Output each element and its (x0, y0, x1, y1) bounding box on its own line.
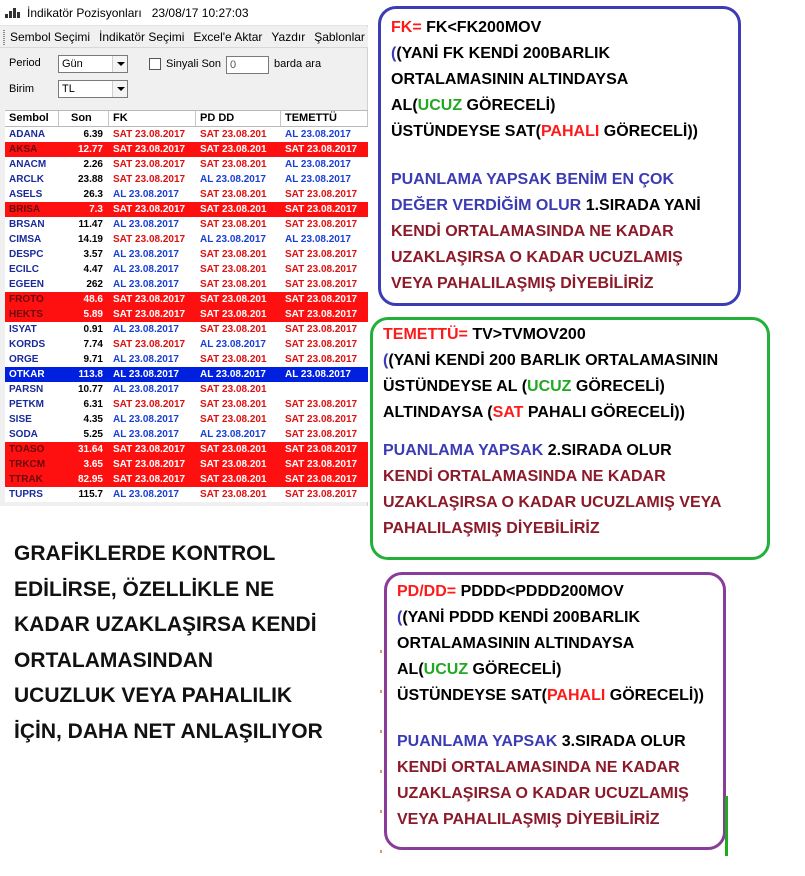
cell-symbol: PETKM (9, 399, 44, 410)
cell-symbol: ECILC (9, 264, 39, 275)
table-row[interactable] (5, 187, 368, 202)
dashed-guide (380, 650, 382, 870)
cell-pd-dd: SAT 23.08.201 (200, 354, 267, 365)
cell-symbol: ADANA (9, 129, 46, 140)
cell-son: 31.64 (77, 444, 103, 455)
cell-temettu: SAT 23.08.2017 (285, 444, 358, 455)
cell-fk: AL 23.08.2017 (113, 324, 179, 335)
cell-symbol: OTKAR (9, 369, 45, 380)
left-note (14, 536, 374, 749)
sinyali-son-label: Sinyali Son (166, 58, 222, 70)
pd-head-label: PD/DD= (397, 583, 457, 600)
cell-symbol: TUPRS (9, 489, 43, 500)
birim-select[interactable] (58, 80, 128, 98)
cell-temettu: SAT 23.08.2017 (285, 414, 358, 425)
indicator-grid (5, 110, 368, 502)
green-stroke (725, 796, 728, 856)
table-row[interactable] (5, 157, 368, 172)
sinyali-son-checkbox[interactable] (149, 58, 161, 70)
menu-sablonlar[interactable]: Şablonlar (314, 30, 365, 44)
cell-pd-dd: SAT 23.08.201 (200, 474, 267, 485)
pd-dd-note-box: PD/DD= PDDD<PDDD200MOV ((YANİ PDDD KENDİ 200BARLIK ORTALAMASININ ALTINDAYSA AL(UCUZ GÖRECELİ) ÜSTÜNDEYSE SAT(PAHALI GÖRECELİ)) PUANLAMA YAPSAK 3.SIRADA OLUR KENDİ ORTALAMASINDA NE KADAR UZAKLAŞIRSA O KADAR UCUZLAMIŞ VEYA PAHALILAŞMIŞ DİYEBİLİRİZ (384, 572, 726, 850)
col-sembol[interactable]: Sembol (5, 111, 59, 126)
table-row[interactable] (5, 472, 368, 487)
pd-puan-line: VEYA PAHALILAŞMIŞ DİYEBİLİRİZ (397, 811, 660, 828)
pd-puan-line: KENDİ ORTALAMASINDA NE KADAR (397, 759, 680, 776)
cell-pd-dd: SAT 23.08.201 (200, 489, 267, 500)
cell-symbol: EGEEN (9, 279, 45, 290)
table-row[interactable] (5, 337, 368, 352)
cell-fk: SAT 23.08.2017 (113, 129, 186, 140)
cell-fk: SAT 23.08.2017 (113, 444, 186, 455)
cell-pd-dd: SAT 23.08.201 (200, 324, 267, 335)
pd-line: GÖRECELİ)) (609, 687, 704, 704)
cell-pd-dd: AL 23.08.2017 (200, 369, 266, 380)
cell-symbol: TOASO (9, 444, 45, 455)
cell-symbol: ANACM (9, 159, 47, 170)
cell-fk: SAT 23.08.2017 (113, 174, 186, 185)
birim-label: Birim (9, 83, 35, 95)
table-row[interactable] (5, 172, 368, 187)
cell-temettu: AL 23.08.2017 (285, 174, 351, 185)
title-bar (0, 0, 368, 26)
cell-son: 115.7 (78, 489, 103, 500)
fk-line: ORTALAMASININ ALTINDAYSA (391, 71, 629, 88)
cell-temettu: SAT 23.08.2017 (285, 459, 358, 470)
cell-symbol: SODA (9, 429, 38, 440)
table-row[interactable] (5, 127, 368, 142)
table-row[interactable] (5, 427, 368, 442)
cell-symbol: HEKTS (9, 309, 43, 320)
cell-temettu (281, 382, 368, 397)
pd-puan-line: UZAKLAŞIRSA O KADAR UCUZLAMIŞ (397, 785, 689, 802)
cell-fk: AL 23.08.2017 (113, 219, 179, 230)
col-son[interactable]: Son (59, 111, 109, 126)
left-note-line: UCUZLUK VEYA PAHALILIK (14, 684, 293, 707)
tem-puan-line: KENDİ ORTALAMASINDA NE KADAR (383, 468, 666, 485)
cell-temettu: SAT 23.08.2017 (285, 264, 358, 275)
grid-body (5, 127, 368, 502)
table-row[interactable] (5, 262, 368, 277)
tem-sat: SAT (492, 404, 524, 421)
cell-fk: SAT 23.08.2017 (113, 144, 186, 155)
cell-temettu: SAT 23.08.2017 (285, 144, 358, 155)
cell-temettu: AL 23.08.2017 (285, 159, 351, 170)
cell-son: 4.35 (83, 414, 103, 425)
fk-puan-line: KENDİ ORTALAMASINDA NE KADAR (391, 223, 674, 240)
cell-pd-dd: SAT 23.08.201 (200, 204, 267, 215)
col-pd-dd[interactable]: PD DD (196, 111, 281, 126)
table-row[interactable] (5, 352, 368, 367)
cell-pd-dd: SAT 23.08.201 (200, 294, 267, 305)
cell-pd-dd: SAT 23.08.201 (200, 384, 267, 395)
cell-fk: AL 23.08.2017 (113, 369, 179, 380)
pd-ucuz: UCUZ (423, 661, 469, 678)
tem-line: ÜSTÜNDEYSE AL ( (383, 378, 528, 395)
col-fk[interactable]: FK (109, 111, 196, 126)
cell-son: 10.77 (77, 384, 103, 395)
table-row[interactable] (5, 247, 368, 262)
cell-fk: SAT 23.08.2017 (113, 399, 186, 410)
period-label: Period (9, 57, 41, 69)
indicator-window (0, 0, 368, 506)
cell-pd-dd: SAT 23.08.201 (200, 189, 267, 200)
cell-pd-dd: SAT 23.08.201 (200, 459, 267, 470)
cell-son: 14.19 (77, 234, 103, 245)
cell-fk: AL 23.08.2017 (113, 249, 179, 260)
cell-fk: SAT 23.08.2017 (113, 474, 186, 485)
menu-sembol-secimi[interactable]: Sembol Seçimi (10, 30, 91, 44)
cell-symbol: PARSN (9, 384, 44, 395)
tem-head-formula: TV>TVMOV200 (472, 326, 586, 343)
pd-line: ÜSTÜNDEYSE SAT( (397, 687, 547, 704)
cell-son: 5.89 (83, 309, 103, 320)
fk-line: GÖRECELİ) (466, 97, 556, 114)
table-row[interactable] (5, 457, 368, 472)
cell-symbol: TRKCM (9, 459, 46, 470)
cell-son: 6.39 (83, 129, 103, 140)
cell-pd-dd: SAT 23.08.201 (200, 144, 267, 155)
cell-son: 12.77 (77, 144, 103, 155)
table-row[interactable] (5, 487, 368, 502)
toolbar-grip[interactable] (3, 30, 5, 45)
fk-head-formula: FK<FK200MOV (426, 19, 542, 36)
cell-son: 82.95 (77, 474, 103, 485)
left-note-line: GRAFİKLERDE KONTROL (14, 542, 276, 565)
cell-fk: AL 23.08.2017 (113, 279, 179, 290)
cell-symbol: TTRAK (9, 474, 43, 485)
cell-symbol: DESPC (9, 249, 44, 260)
table-row[interactable] (5, 367, 368, 382)
table-row[interactable] (5, 442, 368, 457)
cell-pd-dd: AL 23.08.2017 (200, 339, 266, 350)
cell-pd-dd: SAT 23.08.201 (200, 414, 267, 425)
window-title: İndikatör Pozisyonları (27, 5, 142, 20)
tem-rank: 2.SIRADA OLUR (547, 442, 672, 459)
tem-line: PAHALI GÖRECELİ)) (527, 404, 685, 421)
cell-pd-dd: AL 23.08.2017 (200, 234, 266, 245)
fk-puan-line: DEĞER VERDİĞİM OLUR (391, 197, 582, 214)
tem-line: (YANİ KENDİ 200 BARLIK ORTALAMASININ (388, 352, 719, 369)
table-row[interactable] (5, 382, 368, 397)
cell-pd-dd: AL 23.08.2017 (200, 429, 266, 440)
cell-symbol: BRSAN (9, 219, 45, 230)
fk-puan-line: VEYA PAHALILAŞMIŞ DİYEBİLİRİZ (391, 275, 654, 292)
cell-son: 113.8 (78, 369, 103, 380)
cell-pd-dd: SAT 23.08.201 (200, 159, 267, 170)
tem-line: GÖRECELİ) (575, 378, 665, 395)
app-chart-icon (5, 8, 21, 18)
table-row[interactable] (5, 322, 368, 337)
menu-yazdir[interactable]: Yazdır (271, 30, 306, 44)
cell-son: 4.47 (83, 264, 103, 275)
cell-symbol: FROTO (9, 294, 44, 305)
cell-son: 26.3 (83, 189, 103, 200)
table-row[interactable] (5, 277, 368, 292)
cell-son: 23.88 (77, 174, 103, 185)
cell-fk: AL 23.08.2017 (113, 264, 179, 275)
menu-bar (0, 27, 368, 48)
table-row[interactable] (5, 292, 368, 307)
cell-temettu: AL 23.08.2017 (285, 129, 351, 140)
cell-son: 3.65 (83, 459, 103, 470)
window-timestamp: 23/08/17 10:27:03 (151, 5, 249, 20)
left-note-line: İÇİN, DAHA NET ANLAŞILIYOR (14, 719, 323, 743)
tem-head-label: TEMETTÜ= (383, 326, 468, 343)
cell-son: 11.47 (78, 219, 103, 230)
cell-temettu: SAT 23.08.2017 (285, 279, 358, 290)
table-row[interactable] (5, 217, 368, 232)
cell-temettu: SAT 23.08.2017 (285, 249, 358, 260)
pd-pahali: PAHALI (546, 687, 606, 704)
cell-fk: SAT 23.08.2017 (113, 459, 186, 470)
fk-line: AL( (391, 97, 418, 114)
fk-puan-line: PUANLAMA YAPSAK BENİM EN ÇOK (391, 171, 674, 188)
cell-fk: AL 23.08.2017 (113, 354, 179, 365)
birim-value: TL (62, 83, 75, 95)
cell-fk: SAT 23.08.2017 (113, 204, 186, 215)
cell-symbol: AKSA (9, 144, 38, 155)
pd-line: (YANİ PDDD KENDİ 200BARLIK (402, 609, 640, 626)
cell-symbol: SISE (9, 414, 32, 425)
table-row[interactable] (5, 397, 368, 412)
period-select[interactable] (58, 55, 128, 73)
cell-son: 0.91 (83, 324, 103, 335)
cell-son: 7.3 (89, 204, 103, 215)
cell-pd-dd: SAT 23.08.201 (200, 279, 267, 290)
cell-son: 48.6 (83, 294, 103, 305)
cell-temettu: SAT 23.08.2017 (285, 189, 358, 200)
cell-temettu: SAT 23.08.2017 (285, 489, 358, 500)
table-row[interactable] (5, 142, 368, 157)
cell-fk: AL 23.08.2017 (113, 429, 179, 440)
cell-symbol: CIMSA (9, 234, 42, 245)
grid-header (5, 110, 368, 127)
table-row[interactable] (5, 232, 368, 247)
table-row[interactable] (5, 202, 368, 217)
cell-symbol: ORGE (9, 354, 39, 365)
cell-fk: AL 23.08.2017 (113, 414, 179, 425)
cell-fk: AL 23.08.2017 (113, 384, 179, 395)
barda-ara-label: barda ara (274, 58, 322, 70)
cell-fk: SAT 23.08.2017 (113, 234, 186, 245)
cell-fk: SAT 23.08.2017 (113, 309, 186, 320)
cell-fk: AL 23.08.2017 (113, 489, 179, 500)
cell-son: 7.74 (83, 339, 103, 350)
cell-son: 2.26 (83, 159, 103, 170)
cell-temettu: SAT 23.08.2017 (285, 309, 358, 320)
chevron-down-icon[interactable] (112, 56, 127, 72)
pd-line: AL( (397, 661, 424, 678)
period-value: Gün (62, 58, 83, 70)
cell-pd-dd: SAT 23.08.201 (200, 219, 267, 230)
cell-temettu: AL 23.08.2017 (285, 369, 351, 380)
pd-rank: 3.SIRADA OLUR (561, 733, 686, 750)
cell-temettu: SAT 23.08.2017 (285, 339, 358, 350)
cell-symbol: ISYAT (9, 324, 37, 335)
cell-pd-dd: SAT 23.08.201 (200, 129, 267, 140)
cell-fk: AL 23.08.2017 (113, 189, 179, 200)
fk-note-box: FK= FK<FK200MOV ((YANİ FK KENDİ 200BARLIK ORTALAMASININ ALTINDAYSA AL(UCUZ GÖRECELİ) ÜSTÜNDEYSE SAT(PAHALI GÖRECELİ)) PUANLAMA YAPSAK BENİM EN ÇOK DEĞER VERDİĞİM OLUR 1.SIRADA YANİ KENDİ ORTALAMASINDA NE KADAR UZAKLAŞIRSA O KADAR UCUZLAMIŞ VEYA PAHALILAŞMIŞ DİYEBİLİRİZ (378, 6, 741, 306)
cell-temettu: SAT 23.08.2017 (285, 474, 358, 485)
cell-pd-dd: SAT 23.08.201 (200, 309, 267, 320)
pd-line: GÖRECELİ) (472, 661, 562, 678)
cell-temettu: SAT 23.08.2017 (285, 324, 358, 335)
cell-symbol: KORDS (9, 339, 46, 350)
cell-fk: SAT 23.08.2017 (113, 339, 186, 350)
cell-temettu: SAT 23.08.2017 (285, 429, 358, 440)
sinyali-son-input[interactable]: 0 (226, 56, 269, 74)
pd-head-formula: PDDD<PDDD200MOV (460, 583, 624, 600)
cell-son: 262 (86, 279, 103, 290)
tem-puan-line: UZAKLAŞIRSA O KADAR UCUZLAMIŞ VEYA (383, 494, 722, 511)
menu-excel-aktar[interactable]: Excel'e Aktar (193, 30, 263, 44)
cell-son: 9.71 (83, 354, 103, 365)
cell-pd-dd: SAT 23.08.201 (200, 249, 267, 260)
tem-line: ALTINDAYSA ( (383, 404, 493, 421)
cell-son: 5.25 (83, 429, 103, 440)
chevron-down-icon[interactable] (112, 81, 127, 97)
fk-rank: 1.SIRADA YANİ (585, 197, 701, 214)
fk-line: ÜSTÜNDEYSE SAT( (391, 123, 541, 140)
fk-puan-line: UZAKLAŞIRSA O KADAR UCUZLAMIŞ (391, 249, 683, 266)
cell-son: 3.57 (83, 249, 103, 260)
cell-son: 6.31 (83, 399, 103, 410)
fk-line: GÖRECELİ)) (603, 123, 698, 140)
cell-fk: SAT 23.08.2017 (113, 294, 186, 305)
cell-symbol: ARCLK (9, 174, 44, 185)
left-note-line: EDİLİRSE, ÖZELLİKLE NE (14, 577, 275, 601)
table-row[interactable] (5, 307, 368, 322)
cell-symbol: BRISA (9, 204, 41, 215)
tem-puan-line: PAHALILAŞMIŞ DİYEBİLİRİZ (383, 520, 600, 537)
cell-temettu: SAT 23.08.2017 (285, 219, 358, 230)
menu-indikator-secimi[interactable]: İndikatör Seçimi (99, 30, 185, 44)
cell-pd-dd: AL 23.08.2017 (200, 174, 266, 185)
left-note-line: ORTALAMASINDAN (14, 648, 214, 672)
tem-ucuz: UCUZ (527, 378, 572, 395)
cell-fk: SAT 23.08.2017 (113, 159, 186, 170)
cell-temettu: SAT 23.08.2017 (285, 354, 358, 365)
tem-puan-line: PUANLAMA YAPSAK (383, 442, 544, 459)
fk-pahali: PAHALI (540, 123, 600, 140)
cell-temettu: SAT 23.08.2017 (285, 204, 358, 215)
cell-temettu: AL 23.08.2017 (285, 234, 351, 245)
cell-pd-dd: SAT 23.08.201 (200, 264, 267, 275)
cell-temettu: SAT 23.08.2017 (285, 399, 358, 410)
pd-puan-line: PUANLAMA YAPSAK (397, 733, 558, 750)
cell-temettu: SAT 23.08.2017 (285, 294, 358, 305)
cell-symbol: ASELS (9, 189, 43, 200)
fk-head-label: FK= (391, 19, 422, 36)
cell-pd-dd: SAT 23.08.201 (200, 399, 267, 410)
table-row[interactable] (5, 412, 368, 427)
left-note-line: KADAR UZAKLAŞIRSA KENDİ (14, 613, 317, 636)
cell-pd-dd: SAT 23.08.201 (200, 444, 267, 455)
temettu-note-box: TEMETTÜ= TV>TVMOV200 ((YANİ KENDİ 200 BARLIK ORTALAMASININ ÜSTÜNDEYSE AL (UCUZ GÖRECELİ) ALTINDAYSA (SAT PAHALI GÖRECELİ)) PUANLAMA YAPSAK 2.SIRADA OLUR KENDİ ORTALAMASINDA NE KADAR UZAKLAŞIRSA O KADAR UCUZLAMIŞ VEYA PAHALILAŞMIŞ DİYEBİLİRİZ (370, 317, 770, 560)
fk-line: (YANİ FK KENDİ 200BARLIK (396, 45, 610, 62)
fk-ucuz: UCUZ (417, 97, 463, 114)
pd-line: ORTALAMASININ ALTINDAYSA (397, 635, 635, 652)
col-temettu[interactable]: TEMETTÜ (281, 111, 368, 126)
